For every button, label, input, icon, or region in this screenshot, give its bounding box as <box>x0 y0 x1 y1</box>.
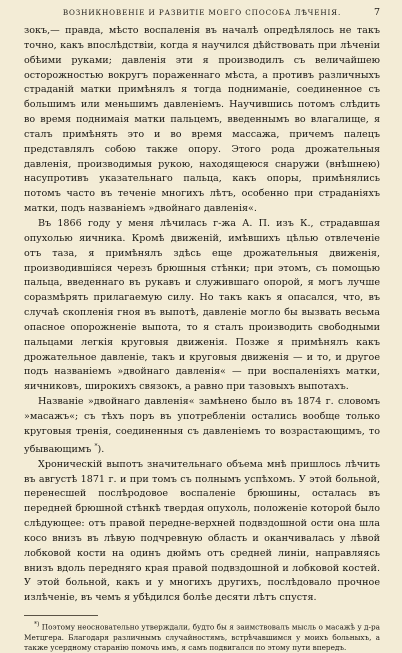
running-header <box>24 5 380 21</box>
footnote-divider <box>24 615 98 616</box>
footnote <box>24 620 380 653</box>
paragraph-p3 <box>24 395 380 458</box>
paragraph-p1 <box>24 24 380 217</box>
paragraph-p2 <box>24 217 380 395</box>
paragraph-text: зокъ,— правда, мѣсто воспаленія въ началѣ опредѣлялось не такъ точно, какъ впослѣдствіи, когда я научился дѣйствовать при лѣченіи обѣими руками; давленія эти я производилъ съ величайшею осторожностью вокругъ пораженнаго мѣста, а противъ различныхъ страданій матки примѣнялъ я тогда подниманіе, соединенное съ большимъ или меньшимъ давленіемъ. Научившись потомъ слѣдить во время поднимаія матки пальцемъ, введеннымъ во влагалище, я сталъ примѣнять это и во время массажа, причемъ палецъ представлялъ собою также опору. Этого рода дрожательныя давленія, производимыя рукою, находящеюся снаружи (внѣшнею) насупротивъ указательнаго пальца, какъ опоры, примѣнялись потомъ часто въ теченіе многихъ лѣтъ, особенно при страданіяхъ матки, подъ названіемъ »двойнаго давленія«. <box>24 25 380 215</box>
paragraph-p4 <box>24 458 380 606</box>
page-number: 7 <box>373 7 380 18</box>
paragraph-text: Въ 1866 году у меня лѣчилась г-жа А. П. изъ К., страдавшая опухолью яичника. Кромѣ движеній, имѣвшихъ цѣлью отвлеченіе отъ таза, я примѣнялъ здѣсь еще дрожательныя движенія, производившіяся черезъ брюшныя стѣнки; при этомъ, съ помощью пальца, введеннаго въ рукавъ и служившаго опорой, я могъ лучше соразмѣрять прилагаемую силу. Но такъ какъ я опасался, что, въ случаѣ скопленія гноя въ выпотѣ, давленіе могло бы вызвать весьма опасное опорожненіе выпота, то я сталъ производить свободными пальцами легкія круговыя движенія. Позже я примѣнялъ какъ дрожательное давленіе, такъ и круговыя движенія — и то, и другое подъ названіемъ »двойнаго давленія« — при воспаленіяхъ матки, яичниковъ, широкихъ связокъ, а равно при тазовыхъ выпотахъ. <box>24 217 380 393</box>
footnote-reference: * <box>94 442 98 450</box>
footnote-marker: *) <box>34 621 40 629</box>
body-text <box>24 24 380 606</box>
paragraph-text: ). <box>97 443 105 455</box>
paragraph-text: Хроническій выпотъ значительнаго объема мнѣ пришлось лѣчить въ августѣ 1871 г. и при томъ съ полнымъ успѣхомъ. У этой больной, перенесшей послѣродовое воспаленіе брюшины, осталась въ передней брюшной стѣнкѣ твердая опухоль, положеніе которой было слѣдующее: отъ правой передне-верхней подвздошной ости она шла косо внизъ въ лѣвую подчревную область и оканчивалась у лѣвой лобковой кости на одинъ дюймъ отъ средней линіи, направляясь внизъ вдоль передняго края правой подвздошной и лобковой костей. У этой больной, какъ и у многихъ другихъ, послѣдовало прочное излѣченіе, въ чемъ я убѣдился болѣе десяти лѣтъ спустя. <box>24 458 380 604</box>
paragraph-text: Названіе »двойнаго давленія« замѣнено было въ 1874 г. словомъ »масажъ«; съ тѣхъ поръ въ употребленіи остались вообще только круговыя тренія, соединенныя съ давленіемъ то возрастающимъ, то убывающимъ <box>24 396 380 455</box>
running-title: ВОЗНИКНОВЕНІЕ И РАЗВИТІЕ МОЕГО СПОСОБА ЛѢЧЕНІЯ. <box>62 8 342 17</box>
footnote-text: Поэтому неосновательно утверждали, будто бы я заимствовалъ мысль о масажѣ у д-ра Метцгера. Благодаря различнымъ случайностямъ, встрѣчавшимся у моихъ больныхъ, а также усердному старанію помочь имъ, я самъ подвигался по этому пути впередъ. <box>24 622 380 653</box>
